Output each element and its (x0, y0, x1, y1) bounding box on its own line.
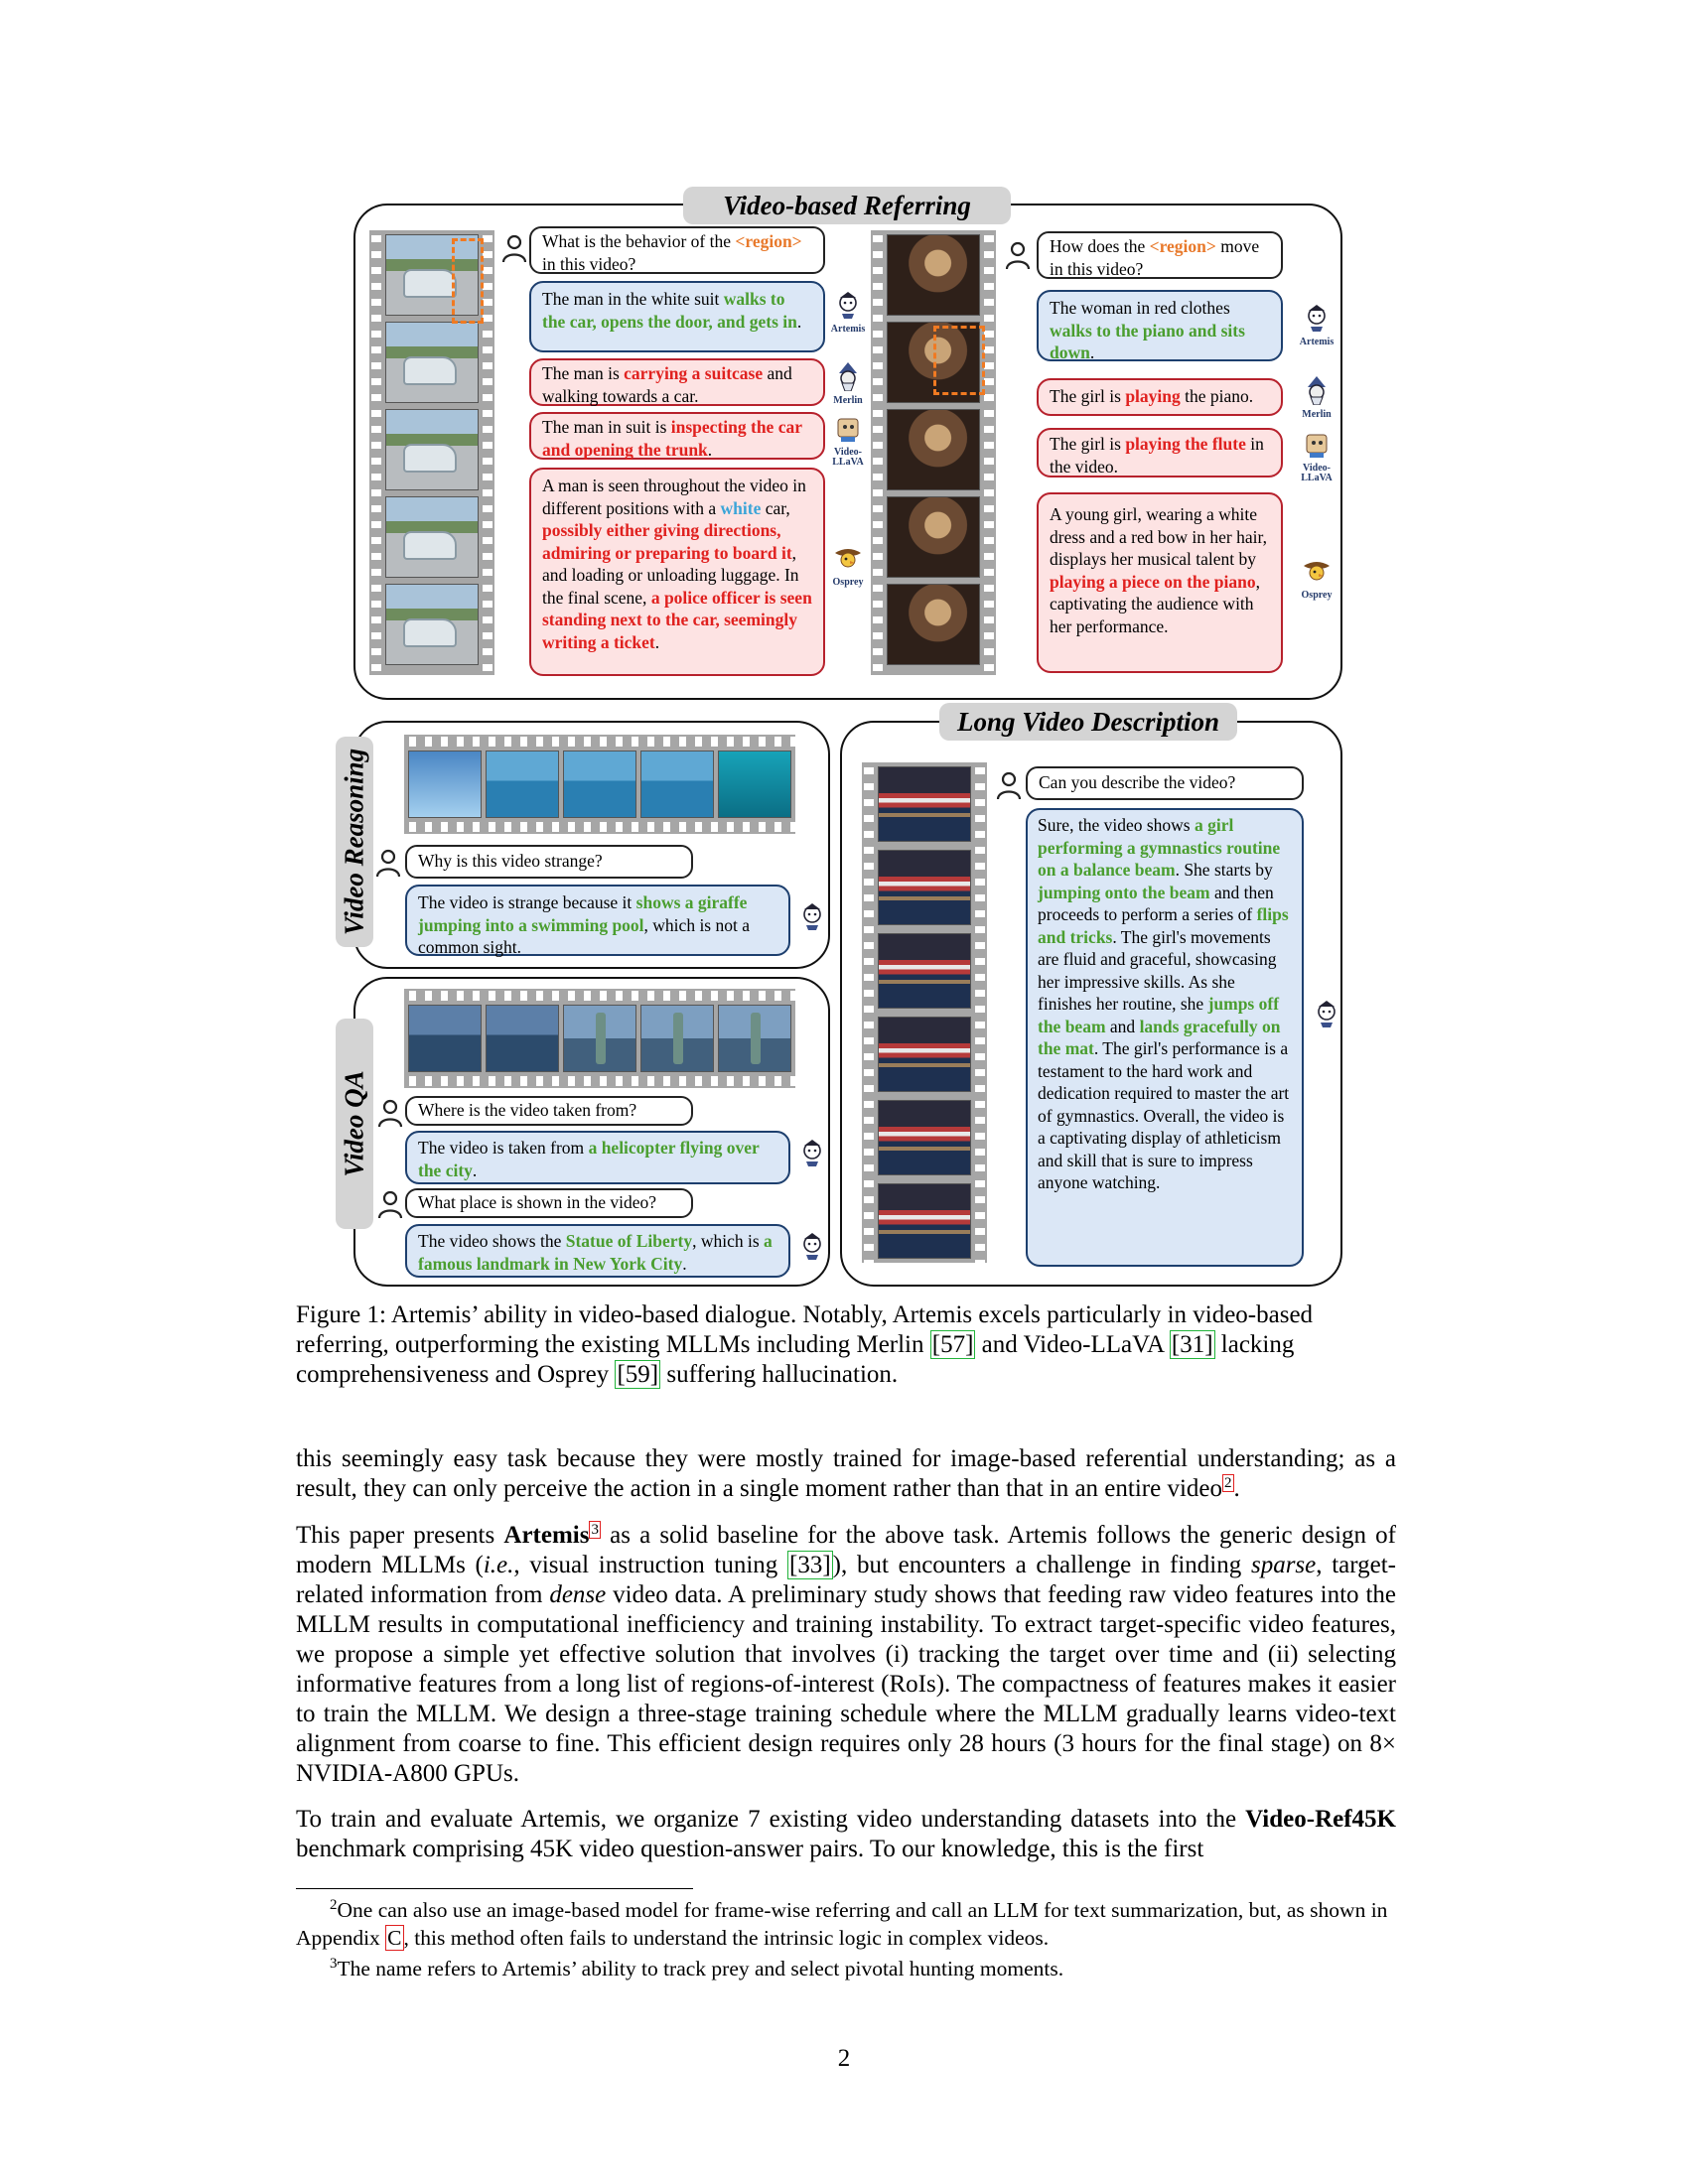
figure-caption: Figure 1: Artemis’ ability in video-based dialogue. Notably, Artemis excels particularly in video-based referring, outperforming the existing MLLMs including Merlin [57] and Video-LLaVA [31] lacking comprehensiveness and Osprey [59] suffering hallucination. (296, 1301, 1314, 1388)
video-frame (385, 409, 479, 490)
artemis-icon (798, 901, 826, 931)
appendix-link[interactable]: C (387, 1926, 402, 1950)
video-frame (385, 584, 479, 665)
body-paragraph: this seemingly easy task because they were mostly trained for image-based referential understanding; as a result, they can only perceive the action in a single moment rather than that in an entire video $^2$. (296, 1445, 1396, 1502)
video-frame (878, 766, 971, 842)
osprey-avatar: Osprey (828, 543, 868, 587)
artemis-avatar (792, 1231, 832, 1275)
citation-link[interactable]: [59] (617, 1361, 659, 1388)
artemis-avatar (792, 901, 832, 945)
footnote-link[interactable]: 2 (1224, 1474, 1232, 1491)
artemis-avatar (1307, 999, 1346, 1042)
merlin-avatar: Merlin (828, 361, 868, 405)
qa-question-2: What place is shown in the video? (405, 1188, 693, 1218)
video-frame (640, 751, 714, 818)
artemis-icon (834, 290, 862, 320)
artemis-avatar: Artemis (828, 290, 868, 334)
reasoning-answer: The video is strange because it shows a giraffe jumping into a swimming pool, which is not a common sight. (405, 885, 790, 956)
user-icon (377, 1098, 403, 1128)
reasoning-title: Video Reasoning (336, 737, 373, 947)
citation-link[interactable]: [31] (1171, 1331, 1213, 1358)
footnote-link[interactable]: 3 (591, 1521, 599, 1538)
body-paragraph: To train and evaluate Artemis, we organize 7 existing video understanding datasets into the Video-Ref45K benchmark comprising 45K video question-answer pairs. To our knowledge, this is the first (296, 1806, 1396, 1862)
videollava-icon (834, 413, 862, 443)
qa-title: Video QA (336, 1019, 373, 1229)
video-frame (563, 1005, 636, 1072)
video-frame (878, 1183, 971, 1259)
artemis-icon (798, 1138, 826, 1167)
long-title: Long Video Description (939, 703, 1237, 741)
film-strip-giraffe (404, 735, 795, 834)
region-box (933, 326, 985, 395)
video-frame (878, 850, 971, 925)
osprey-icon (1302, 556, 1332, 586)
page-number: 2 (837, 2045, 851, 2072)
body-paragraph: This paper presents Artemis $^3$ as a solid baseline for the above task. Artemis follows the generic design of modern MLLMs (i.e., visual instruction tuning [33]), but encounters a challenge in finding sparse, target-related information from dense video data. A preliminary study shows that feeding raw video features into the MLLM results in computational inefficiency and training instability. To extract target-specific video features, we propose a simple yet effective solution that involves (i) tracking the target over time and (ii) selecting informative features from a long list of regions-of-interest (RoIs). The compactness of features makes it easier to train the MLLM. We design a three-stage training schedule where the MLLM gradually learns video-text alignment from coarse to fine. This efficient design requires only 28 hours (3 hours for the final stage) on 8× NVIDIA-A800 GPUs. (296, 1521, 1397, 1787)
referring-left-question: What is the behavior of the <region> in this video? (529, 226, 825, 274)
citation-link[interactable]: [33] (789, 1552, 831, 1578)
user-icon (1005, 240, 1031, 270)
artemis-avatar (792, 1138, 832, 1181)
footnote-2: $^2$One can also use an image-based model for frame-wise referring and call an LLM for text summarization, but, as shown in Appendix C, this method often fails to understand the intrinsic logic in complex videos. (296, 1896, 1388, 1950)
video-frame (385, 322, 479, 403)
qa-answer-2: The video shows the Statue of Liberty, which is a famous landmark in New York City. (405, 1224, 790, 1278)
referring-title: Video-based Referring (683, 187, 1011, 224)
user-icon (377, 1189, 403, 1219)
artemis-icon (1303, 303, 1331, 333)
video-frame (385, 496, 479, 578)
film-strip-city (404, 989, 795, 1088)
artemis-icon (798, 1231, 826, 1261)
video-frame (878, 1100, 971, 1175)
video-frame (563, 751, 636, 818)
video-frame (887, 584, 980, 665)
video-frame (718, 1005, 791, 1072)
footnote-rule (296, 1888, 693, 1889)
long-question: Can you describe the video? (1026, 766, 1304, 800)
osprey-icon (833, 543, 863, 573)
reasoning-question: Why is this video strange? (405, 845, 693, 879)
video-frame (887, 496, 980, 578)
video-frame (887, 409, 980, 490)
film-strip-piano (871, 230, 996, 675)
referring-left-videollava-answer: The man in suit is inspecting the car and opening the trunk. (529, 412, 825, 460)
citation-link[interactable]: [57] (931, 1331, 974, 1358)
merlin-icon (1303, 375, 1331, 405)
videollava-icon (1303, 429, 1331, 459)
video-frame (640, 1005, 714, 1072)
video-frame (486, 1005, 559, 1072)
video-frame (878, 1017, 971, 1092)
video-frame (887, 234, 980, 316)
user-icon (375, 848, 401, 878)
video-frame (878, 933, 971, 1009)
osprey-avatar: Osprey (1297, 556, 1336, 600)
referring-left-merlin-answer: The man is carrying a suitcase and walking towards a car. (529, 358, 825, 406)
user-icon (996, 770, 1022, 800)
artemis-avatar: Artemis (1297, 303, 1336, 346)
merlin-icon (834, 361, 862, 391)
film-strip-gymnastics (862, 762, 987, 1263)
referring-right-videollava-answer: The girl is playing the flute in the video. (1037, 428, 1283, 478)
referring-right-question: How does the <region> move in this video? (1037, 231, 1283, 279)
user-icon (501, 233, 527, 263)
video-frame (486, 751, 559, 818)
footnote-3: $^3$The name refers to Artemis’ ability to track prey and select pivotal hunting moments. (330, 1955, 1064, 1980)
videollava-avatar: Video-LLaVA (828, 413, 868, 457)
qa-question-1: Where is the video taken from? (405, 1096, 693, 1126)
referring-left-artemis-answer: The man in the white suit walks to the car, opens the door, and gets in. (529, 281, 825, 352)
video-frame (408, 751, 482, 818)
long-answer: Sure, the video shows a girl performing a gymnastics routine on a balance beam. She starts by jumping onto the beam and then proceeds to perform a series of flips and tricks. The girl's movements are fluid and graceful, showcasing her impressive skills. As she finishes her routine, she jumps off the beam and lands gracefully on the mat. The girl's performance is a testament to the hard work and dedication required to master the art of gymnastics. Overall, the video is a captivating display of athleticism and skill that is sure to impress anyone watching. (1026, 808, 1304, 1267)
videollava-avatar: Video-LLaVA (1297, 429, 1336, 473)
merlin-avatar: Merlin (1297, 375, 1336, 419)
referring-right-merlin-answer: The girl is playing the piano. (1037, 378, 1283, 416)
video-frame (408, 1005, 482, 1072)
video-frame (718, 751, 791, 818)
referring-left-osprey-answer: A man is seen throughout the video in different positions with a white car, possibly either giving directions, admiring or preparing to board it, and loading or unloading luggage. In the final scene, a police officer is seen standing next to the car, seemingly writing a ticket. (529, 468, 825, 676)
artemis-icon (1313, 999, 1340, 1028)
qa-answer-1: The video is taken from a helicopter flying over the city. (405, 1131, 790, 1184)
region-box (452, 238, 484, 324)
referring-right-osprey-answer: A young girl, wearing a white dress and a red bow in her hair, displays her musical talent by playing a piece on the piano, captivating the audience with her performance. (1037, 492, 1283, 673)
referring-right-artemis-answer: The woman in red clothes walks to the piano and sits down. (1037, 290, 1283, 361)
